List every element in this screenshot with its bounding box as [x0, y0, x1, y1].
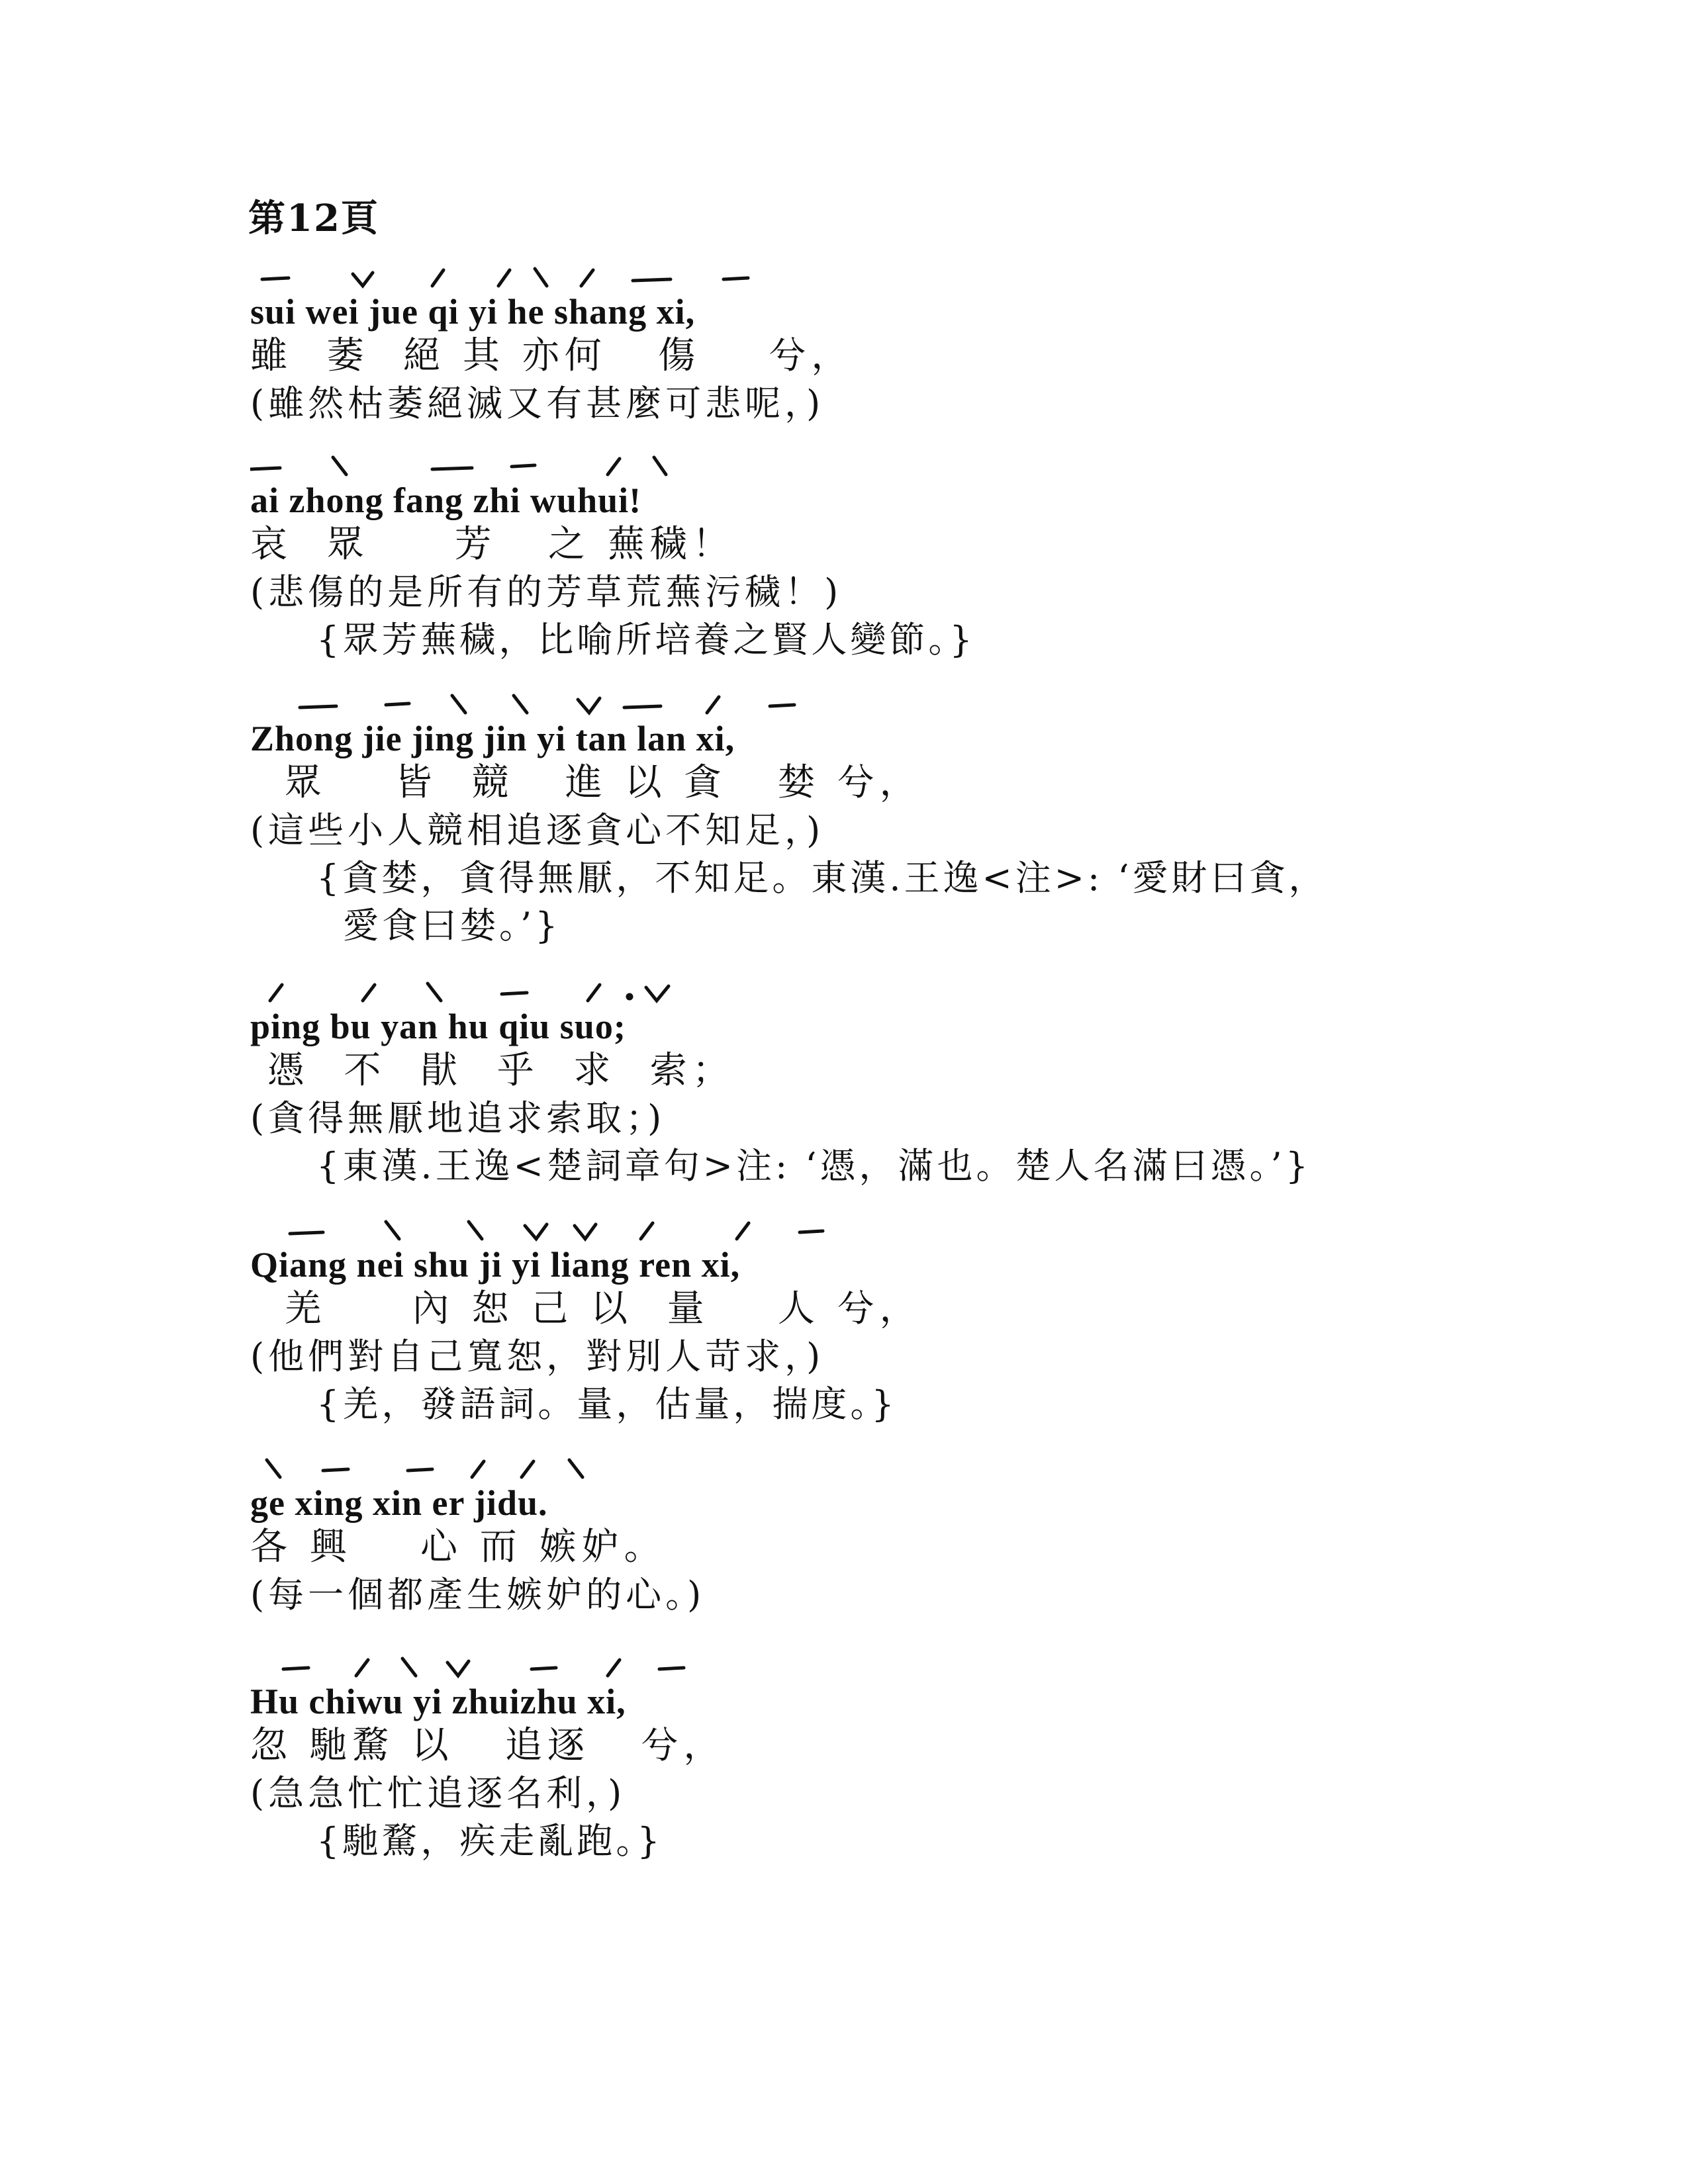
- translation-line: (急急忙忙追逐名利，): [250, 1772, 626, 1814]
- pinyin-line: Qiang nei shu ji yi liang ren xi,: [250, 1245, 741, 1285]
- verse-stanza: [250, 692, 1574, 950]
- tone-marks: [250, 1218, 1045, 1244]
- annotation-note: {東漢.王逸<楚詞章句>注: ‘憑，滿也。楚人名滿曰憑。’}: [316, 1145, 1312, 1187]
- tone-marks-row: [250, 1218, 1045, 1244]
- tone-marks: [250, 1655, 1045, 1681]
- tone-marks: [250, 692, 1045, 718]
- page-number-label: 第12頁: [248, 197, 379, 240]
- chinese-line: 羌 內 恕 己 以 量 人 兮，: [250, 1287, 922, 1330]
- pinyin-line: ping bu yan hu qiu suo;: [250, 1007, 626, 1046]
- chinese-line: 憑 不 猒 乎 求 索；: [250, 1049, 735, 1092]
- annotation-note: {馳騖，疾走亂跑。}: [316, 1820, 663, 1862]
- translation-line: (雖然枯萎絕滅又有甚麼可悲呢，): [250, 383, 825, 424]
- annotation-note: {羌，發語詞。量，估量，揣度。}: [316, 1383, 898, 1425]
- tone-marks: [250, 453, 1045, 480]
- pinyin-line: sui wei jue qi yi he shang xi,: [250, 292, 696, 332]
- translation-line: (他們對自己寬恕，對別人苛求，): [250, 1336, 825, 1377]
- annotation-note-continued: 愛食曰婪。’}: [343, 905, 561, 946]
- tone-marks-row: [250, 692, 1045, 718]
- chinese-line: 哀 眾 芳 之 蕪穢！: [250, 523, 735, 566]
- tone-marks-row: [250, 453, 1045, 480]
- verse-stanza: [250, 1655, 1574, 1865]
- pinyin-line: Zhong jie jing jin yi tan lan xi,: [250, 719, 735, 758]
- chinese-line: 雖 萎 絕 其 亦何 傷 兮，: [250, 334, 854, 377]
- tone-marks: [250, 265, 1045, 291]
- tone-marks-row: [250, 979, 1045, 1006]
- pinyin-line: ai zhong fang zhi wuhui!: [250, 480, 642, 520]
- chinese-line: 各 興 心 而 嫉妒。: [250, 1525, 667, 1569]
- tone-marks-row: [250, 1456, 1045, 1482]
- tone-marks-row: [250, 265, 1045, 291]
- annotation-note: {眾芳蕪穢，比喻所培養之賢人變節。}: [316, 619, 976, 660]
- verse-stanza: [250, 1218, 1574, 1428]
- chinese-line: 眾 皆 競 進 以 貪 婪 兮，: [250, 761, 922, 804]
- pinyin-line: ge xing xin er jidu.: [250, 1483, 548, 1523]
- verse-stanza: [250, 265, 1574, 428]
- translation-line: (這些小人競相追逐貪心不知足，): [250, 809, 825, 851]
- chinese-line: 忽 馳騖 以 追逐 兮，: [250, 1724, 726, 1767]
- translation-line: (貪得無厭地追求索取；): [250, 1097, 666, 1139]
- verse-stanza: [250, 453, 1574, 664]
- verse-stanza: [250, 979, 1574, 1190]
- translation-line: (悲傷的是所有的芳草荒蕪污穢！): [250, 571, 843, 613]
- translation-line: (每一個都產生嫉妒的心。): [250, 1574, 706, 1615]
- tone-marks-row: [250, 1655, 1045, 1681]
- pinyin-line: Hu chiwu yi zhuizhu xi,: [250, 1682, 626, 1721]
- tone-marks: [250, 979, 1045, 1006]
- annotation-note: {貪婪，貪得無厭，不知足。東漢.王逸<注>: ‘愛財曰貪，: [316, 857, 1328, 899]
- verse-stanza: [250, 1456, 1574, 1619]
- tone-marks: [250, 1456, 1045, 1482]
